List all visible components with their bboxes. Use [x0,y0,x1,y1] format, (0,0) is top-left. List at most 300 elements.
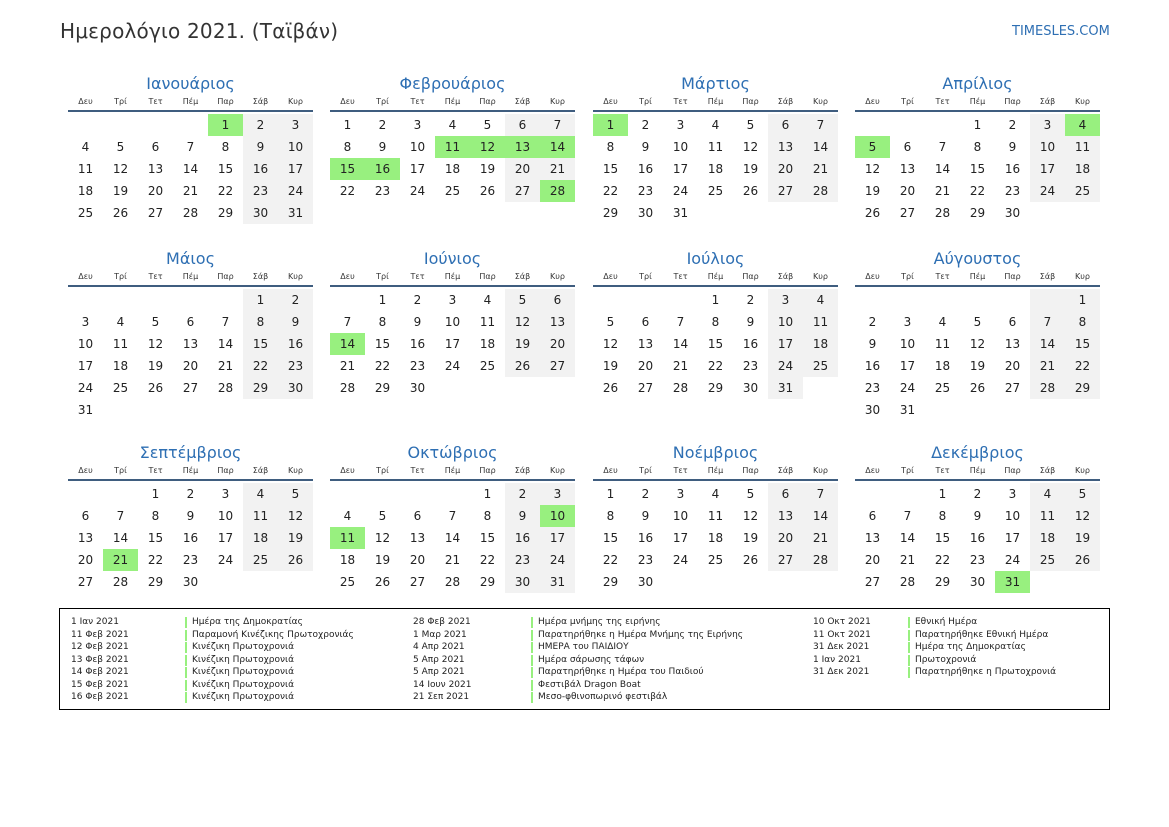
holiday-name: Πρωτοχρονιά [908,655,976,666]
month-name: Μάρτιος [681,74,750,93]
empty-cell [173,399,208,421]
day-cell: 5 [973,315,982,329]
empty-cell [1030,202,1065,224]
day-cell: 9 [278,311,313,333]
day-cell: 5 [606,315,615,329]
weekday-label: Τρί [639,272,652,281]
day-cell: 9 [378,140,387,154]
day-cell: 3 [81,315,90,329]
site-link[interactable]: TIMESLES.COM [1012,24,1110,39]
weekday-label: Πέμ [969,97,986,106]
day-cell: 29 [1065,377,1100,399]
day-cell: 1 [711,293,720,307]
empty-cell [540,377,575,399]
weekday-header [68,96,313,112]
day-cell: 20 [77,553,94,567]
weekday-label: Σάβ [252,97,269,106]
day-cell: 26 [278,549,313,571]
day-cell: 20 [540,333,575,355]
day-cell: 14 [444,531,461,545]
empty-cell [68,483,103,505]
day-cell: 11 [1030,505,1065,527]
holiday-name: Ημέρα της Δημοκρατίας [185,617,303,628]
weekday-header [330,271,575,287]
weekday-label: Πέμ [444,272,461,281]
weekday-label: Πέμ [969,272,986,281]
weekday-label: Κυρ [288,466,303,475]
weekday-label: Δευ [603,272,618,281]
month-name: Ιούλιος [686,249,745,268]
day-cell: 2 [378,118,387,132]
day-cell: 4 [81,140,90,154]
weekday-label: Κυρ [288,97,303,106]
weekday-header [855,271,1100,287]
empty-cell [890,483,925,505]
day-cell: 2 [186,487,195,501]
empty-cell [1030,289,1065,311]
day-cell: 1 [938,487,947,501]
day-cell: 13 [768,136,803,158]
empty-cell [505,377,540,399]
day-cell: 23 [637,184,654,198]
holiday-name: Ημέρα σάρωσης τάφων [531,655,644,666]
day-cell: 19 [374,553,391,567]
day-cell: 27 [182,381,199,395]
day-cell: 23 [1004,184,1021,198]
month-block [330,73,575,202]
empty-cell [330,483,365,505]
weekday-label: Παρ [217,272,234,281]
day-cell: 15 [243,333,278,355]
day-cell: 4 [116,315,125,329]
empty-cell [768,202,803,224]
day-cell: 26 [479,184,496,198]
weekday-label: Παρ [742,272,759,281]
day-cell: 7 [676,315,685,329]
empty-cell [925,289,960,311]
day-cell: 7 [448,509,457,523]
day-cell: 18 [77,184,94,198]
day-cell: 17 [409,162,426,176]
weekday-label: Δευ [603,466,618,475]
month-block [330,442,575,593]
day-cell: 5 [505,289,540,311]
empty-cell [960,399,995,421]
day-cell: 21 [803,527,838,549]
empty-cell [855,289,890,311]
day-cell: 10 [768,311,803,333]
day-cell: 3 [1030,114,1065,136]
day-cell: 2 [973,487,982,501]
empty-cell [208,571,243,593]
day-cell: 11 [435,136,470,158]
weekday-label: Τρί [114,272,127,281]
empty-cell [960,289,995,311]
day-cell: 10 [672,140,689,154]
day-cell: 5 [483,118,492,132]
day-cell: 25 [243,549,278,571]
weekday-label: Κυρ [1075,97,1090,106]
weekday-label: Σάβ [777,97,794,106]
day-cell: 11 [803,311,838,333]
empty-cell [278,399,313,421]
day-cell: 10 [409,140,426,154]
weekday-header [855,96,1100,112]
day-cell: 11 [479,315,496,329]
day-cell: 27 [899,206,916,220]
day-cell: 23 [374,184,391,198]
day-cell: 11 [707,509,724,523]
day-cell: 2 [278,289,313,311]
day-cell: 5 [378,509,387,523]
day-cell: 10 [540,505,575,527]
empty-cell [855,114,890,136]
day-cell: 2 [1008,118,1017,132]
weekday-label: Σάβ [777,466,794,475]
weekday-label: Δευ [340,97,355,106]
day-cell: 21 [934,184,951,198]
day-cell: 9 [413,315,422,329]
weekday-label: Τρί [639,97,652,106]
day-cell: 13 [505,136,540,158]
weekday-label: Σάβ [514,97,531,106]
day-cell: 19 [969,359,986,373]
weekday-label: Κυρ [813,272,828,281]
holiday-name: Παραμονή Κινέζικης Πρωτοχρονιάς [185,630,354,641]
day-cell: 29 [243,377,278,399]
day-cell: 4 [711,118,720,132]
day-cell: 28 [339,381,356,395]
day-cell: 26 [742,184,759,198]
day-cell: 17 [672,531,689,545]
day-cell: 13 [540,311,575,333]
holiday-list [59,608,1110,710]
day-cell: 26 [147,381,164,395]
day-cell: 30 [1004,206,1021,220]
day-cell: 1 [343,118,352,132]
day-cell: 26 [505,355,540,377]
day-cell: 13 [409,531,426,545]
day-cell: 9 [186,509,195,523]
empty-cell [103,483,138,505]
day-cell: 6 [186,315,195,329]
day-cell: 15 [602,531,619,545]
day-cell: 7 [343,315,352,329]
weekday-label: Δευ [865,97,880,106]
day-cell: 22 [707,359,724,373]
holiday-name: Μεσο-φθινοπωρινό φεστιβάλ [531,692,667,703]
page-title: Ημερολόγιο 2021. (Ταϊβάν) [60,19,339,43]
weekday-header [68,465,313,481]
day-cell: 23 [243,180,278,202]
day-cell: 18 [707,531,724,545]
day-cell: 29 [374,381,391,395]
day-cell: 25 [479,359,496,373]
day-cell: 21 [103,549,138,571]
day-cell: 27 [864,575,881,589]
day-cell: 11 [77,162,94,176]
empty-cell [890,114,925,136]
day-cell: 13 [899,162,916,176]
day-cell: 21 [444,553,461,567]
empty-cell [925,399,960,421]
day-cell: 15 [217,162,234,176]
holiday-date: 12 Φεβ 2021 [71,642,129,652]
day-cell: 6 [868,509,877,523]
day-cell: 23 [969,553,986,567]
day-cell: 2 [868,315,877,329]
day-cell: 12 [864,162,881,176]
day-cell: 22 [339,184,356,198]
day-cell: 17 [540,527,575,549]
day-cell: 24 [444,359,461,373]
weekday-label: Δευ [340,272,355,281]
weekday-label: Τρί [114,97,127,106]
day-cell: 26 [112,206,129,220]
day-cell: 25 [339,575,356,589]
day-cell: 24 [672,553,689,567]
day-cell: 11 [330,527,365,549]
day-cell: 30 [637,206,654,220]
weekday-label: Τετ [410,466,425,475]
day-cell: 30 [969,575,986,589]
day-cell: 25 [934,381,951,395]
weekday-label: Παρ [479,466,496,475]
weekday-label: Τρί [376,97,389,106]
day-cell: 4 [938,315,947,329]
day-cell: 26 [374,575,391,589]
empty-cell [855,483,890,505]
day-cell: 7 [116,509,125,523]
day-cell: 19 [479,162,496,176]
day-cell: 17 [672,162,689,176]
weekday-label: Παρ [742,466,759,475]
day-cell: 8 [343,140,352,154]
empty-cell [330,289,365,311]
weekday-label: Τρί [376,466,389,475]
holiday-date: 4 Απρ 2021 [413,642,465,652]
day-cell: 12 [1065,505,1100,527]
empty-cell [1030,571,1065,593]
weekday-label: Τετ [410,272,425,281]
weekday-label: Τετ [673,466,688,475]
day-cell: 3 [540,483,575,505]
weekday-label: Κυρ [550,97,565,106]
holiday-date: 16 Φεβ 2021 [71,692,129,702]
weekday-label: Πέμ [182,466,199,475]
day-cell: 6 [768,114,803,136]
month-name: Απρίλιος [942,74,1013,93]
day-cell: 13 [77,531,94,545]
day-cell: 1 [243,289,278,311]
day-cell: 31 [768,377,803,399]
day-cell: 11 [112,337,129,351]
empty-cell [1030,399,1065,421]
day-cell: 6 [413,509,422,523]
day-cell: 20 [182,359,199,373]
empty-cell [138,289,173,311]
day-cell: 29 [969,206,986,220]
empty-cell [593,289,628,311]
day-cell: 3 [278,114,313,136]
day-cell: 3 [1008,487,1017,501]
day-cell: 15 [934,531,951,545]
weekday-label: Δευ [865,272,880,281]
day-cell: 16 [969,531,986,545]
weekday-label: Παρ [217,97,234,106]
month-name: Αύγουστος [933,249,1022,268]
day-cell: 17 [899,359,916,373]
day-cell: 18 [339,553,356,567]
day-cell: 11 [243,505,278,527]
day-cell: 7 [1030,311,1065,333]
weekday-label: Πέμ [969,466,986,475]
day-grid [68,483,313,593]
month-block [330,248,575,399]
day-cell: 26 [864,206,881,220]
day-cell: 17 [1004,531,1021,545]
weekday-label: Τετ [148,97,163,106]
day-cell: 19 [112,184,129,198]
day-cell: 10 [278,136,313,158]
weekday-label: Κυρ [1075,466,1090,475]
day-cell: 30 [182,575,199,589]
day-cell: 18 [707,162,724,176]
weekday-label: Τετ [410,97,425,106]
empty-cell [138,399,173,421]
day-cell: 16 [505,527,540,549]
day-cell: 9 [505,505,540,527]
day-cell: 11 [1065,136,1100,158]
weekday-label: Παρ [1004,97,1021,106]
day-grid [855,114,1100,224]
empty-cell [698,202,733,224]
day-cell: 18 [934,359,951,373]
holiday-name: Φεστιβάλ Dragon Boat [531,680,641,691]
day-cell: 13 [637,337,654,351]
month-block [855,442,1100,593]
day-cell: 17 [77,359,94,373]
day-cell: 10 [672,509,689,523]
day-cell: 27 [540,355,575,377]
day-cell: 30 [409,381,426,395]
weekday-header [593,96,838,112]
day-cell: 1 [483,487,492,501]
empty-cell [698,571,733,593]
weekday-label: Κυρ [1075,272,1090,281]
day-cell: 3 [413,118,422,132]
day-cell: 8 [378,315,387,329]
day-cell: 21 [540,158,575,180]
day-cell: 8 [973,140,982,154]
day-cell: 13 [768,505,803,527]
month-name: Ιούνιος [423,249,482,268]
day-cell: 22 [374,359,391,373]
weekday-label: Κυρ [813,97,828,106]
day-cell: 21 [339,359,356,373]
empty-cell [803,202,838,224]
day-grid [855,289,1100,421]
day-grid [593,114,838,224]
day-cell: 25 [803,355,838,377]
day-cell: 21 [1030,355,1065,377]
weekday-label: Τρί [901,272,914,281]
day-cell: 7 [803,114,838,136]
empty-cell [995,399,1030,421]
weekday-label: Δευ [78,466,93,475]
day-cell: 1 [973,118,982,132]
day-cell: 15 [147,531,164,545]
month-block [593,248,838,399]
weekday-label: Πέμ [707,97,724,106]
empty-cell [103,289,138,311]
day-cell: 27 [505,180,540,202]
weekday-label: Τετ [935,272,950,281]
holiday-name: Παρατηρήθηκε η Πρωτοχρονιά [908,667,1056,678]
day-cell: 8 [151,509,160,523]
day-cell: 8 [483,509,492,523]
day-cell: 8 [1065,311,1100,333]
day-cell: 3 [676,487,685,501]
day-cell: 4 [243,483,278,505]
weekday-label: Παρ [1004,272,1021,281]
day-cell: 6 [903,140,912,154]
weekday-label: Πέμ [444,466,461,475]
day-cell: 17 [1030,158,1065,180]
day-cell: 5 [278,483,313,505]
empty-cell [68,289,103,311]
holiday-name: Κινέζικη Πρωτοχρονιά [185,655,294,666]
empty-cell [803,571,838,593]
holiday-date: 14 Ιουν 2021 [413,679,472,690]
day-grid [593,289,838,399]
day-cell: 27 [1004,381,1021,395]
day-cell: 7 [903,509,912,523]
day-cell: 9 [243,136,278,158]
holiday-name: Εθνική Ημέρα [908,617,977,628]
weekday-label: Τρί [114,466,127,475]
day-cell: 24 [672,184,689,198]
day-cell: 12 [505,311,540,333]
day-cell: 24 [217,553,234,567]
weekday-label: Παρ [479,272,496,281]
weekday-label: Κυρ [813,466,828,475]
day-cell: 1 [606,487,615,501]
day-cell: 16 [278,333,313,355]
weekday-label: Τρί [639,466,652,475]
day-cell: 28 [112,575,129,589]
empty-cell [173,289,208,311]
day-cell: 12 [470,136,505,158]
weekday-label: Σάβ [1039,97,1056,106]
weekday-label: Κυρ [550,466,565,475]
weekday-label: Σάβ [777,272,794,281]
day-cell: 14 [330,333,365,355]
day-cell: 17 [444,337,461,351]
day-cell: 31 [77,403,94,417]
weekday-label: Τετ [673,97,688,106]
holiday-name: Ημέρα μνήμης της ειρήνης [531,617,661,628]
month-name: Σεπτέμβριος [139,443,242,462]
day-cell: 1 [378,293,387,307]
weekday-label: Πέμ [707,272,724,281]
month-block [855,248,1100,421]
day-cell: 30 [742,381,759,395]
day-cell: 4 [1030,483,1065,505]
holiday-name: Παρατηρήθηκε Εθνική Ημέρα [908,630,1048,641]
day-cell: 12 [374,531,391,545]
holiday-date: 15 Φεβ 2021 [71,679,129,690]
